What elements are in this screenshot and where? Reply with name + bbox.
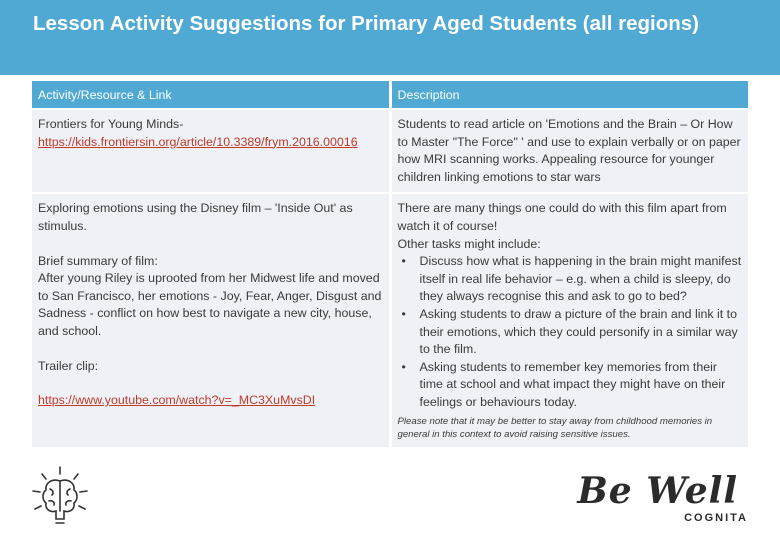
description-intro: There are many things one could do with this film apart from watch it of course!: [397, 201, 727, 233]
cognita-wordmark: COGNITA: [684, 512, 748, 524]
list-item: • Asking students to draw a picture of the brain and link it to their emotions, which they could personify in a similar way to the film.: [398, 306, 743, 359]
activity-table: [32, 81, 748, 447]
description-text: Students to read article on 'Emotions and the Brain – Or How to Master "The Force" ' and use to explain verbally or on paper how MRI scanning works. Appealing resource for younger children linking emotions to star wars: [397, 117, 741, 184]
list-item: • Asking students to remember key memories from their time at school and what impact they might have on their feelings or behaviours today.: [398, 359, 743, 412]
activity-cell: [32, 109, 390, 193]
activity-title: Frontiers for Young Minds-: [38, 117, 184, 131]
column-header-activity: Activity/Resource & Link: [32, 81, 390, 109]
brain-icon: [30, 465, 90, 527]
table-header-row: [32, 81, 748, 109]
trailer-label: Trailer clip:: [38, 358, 99, 373]
list-item: • Discuss how what is happening in the brain might manifest itself in real life behavior – e.g. when a child is sleepy, do they always recognise this and ask to go to bed?: [398, 253, 743, 306]
tasks-heading: Other tasks might include:: [397, 236, 541, 251]
activity-cell: [32, 193, 390, 446]
description-cell: [390, 109, 748, 193]
header-bar: [0, 0, 780, 75]
column-header-description: Description: [390, 81, 748, 109]
activity-intro: Exploring emotions using the Disney film – 'Inside Out' as stimulus.: [38, 201, 353, 233]
summary-text: After young Riley is uprooted from her Midwest life and moved to San Francisco, her emotions - Joy, Fear, Anger, Disgust and Sadness - conflict on how best to navigate a new city, house, and school.: [38, 271, 382, 338]
frontiers-link[interactable]: https://kids.frontiersin.org/article/10.3389/frym.2016.00016: [38, 134, 358, 149]
summary-heading: Brief summary of film:: [38, 253, 158, 268]
description-cell: [390, 193, 748, 446]
logo-wordmark: Be Well: [577, 470, 738, 512]
table-row: [32, 109, 748, 193]
be-well-logo: [577, 470, 748, 530]
trailer-link[interactable]: https://www.youtube.com/watch?v=_MC3XuMvsDI: [38, 393, 316, 408]
table-row: [32, 193, 748, 446]
page-title: Lesson Activity Suggestions for Primary Aged Students (all regions): [33, 12, 699, 35]
sensitivity-note: Please note that it may be better to stay away from childhood memories in general in this context to avoid raising sensitive issues.: [397, 415, 713, 440]
tasks-list: [398, 253, 743, 411]
